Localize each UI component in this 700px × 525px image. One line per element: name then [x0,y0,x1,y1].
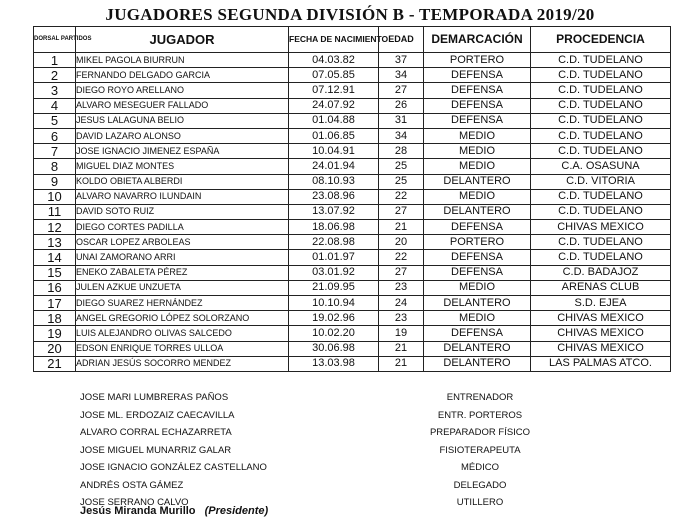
staff-role: FISIOTERAPEUTA [439,444,521,456]
birthdate-cell: 08.10.93 [289,174,379,189]
table-row [34,144,671,159]
club-cell: C.D. TUDELANO [531,98,671,113]
age-cell: 24 [379,296,424,311]
birthdate-cell: 19.02.96 [289,311,379,326]
staff-name: JOSE MIGUEL MUNARRIZ GALAR [80,444,232,456]
age-cell: 21 [379,356,424,371]
birthdate-cell: 01.04.88 [289,113,379,128]
player-name-cell: ALVARO NAVARRO ILUNDAIN [76,189,289,204]
table-row [34,250,671,265]
player-name-cell: UNAI ZAMORANO ARRI [76,250,289,265]
header-demarcacion: DEMARCACIÓN [424,27,531,53]
position-cell: DEFENSA [424,113,531,128]
position-cell: DEFENSA [424,265,531,280]
club-cell: C.D. TUDELANO [531,83,671,98]
dorsal-cell: 20 [34,341,76,356]
staff-name: JOSE IGNACIO GONZÁLEZ CASTELLANO [80,462,267,473]
position-cell: DEFENSA [424,220,531,235]
position-cell: DELANTERO [424,341,531,356]
table-row [34,326,671,341]
staff-list [80,389,620,512]
player-name-cell: ADRIAN JESÚS SOCORRO MENDEZ [76,356,289,371]
birthdate-cell: 07.05.85 [289,68,379,83]
club-cell: CHIVAS MEXICO [531,311,671,326]
header-procedencia: PROCEDENCIA [531,27,671,53]
birthdate-cell: 30.06.98 [289,341,379,356]
header-dorsal: DORSAL PARTIDOS [34,27,76,53]
dorsal-cell: 1 [34,53,76,68]
player-name-cell: DIEGO ROYO ARELLANO [76,83,289,98]
staff-role: MÉDICO [461,462,499,473]
player-name-cell: ANGEL GREGORIO LÓPEZ SOLORZANO [76,311,289,326]
age-cell: 22 [379,189,424,204]
staff-name: JOSE SERRANO CALVO [80,497,189,508]
dorsal-cell: 4 [34,98,76,113]
dorsal-cell: 12 [34,220,76,235]
player-name-cell: JULEN AZKUE UNZUETA [76,280,289,295]
table-row [34,311,671,326]
dorsal-cell: 2 [34,68,76,83]
player-name-cell: EDSON ENRIQUE TORRES ULLOA [76,341,289,356]
table-row [34,235,671,250]
staff-name: ANDRÉS OSTA GÁMEZ [80,479,184,491]
age-cell: 27 [379,204,424,219]
age-cell: 21 [379,341,424,356]
dorsal-cell: 7 [34,144,76,159]
birthdate-cell: 10.10.94 [289,296,379,311]
birthdate-cell: 10.02.20 [289,326,379,341]
dorsal-cell: 10 [34,189,76,204]
position-cell: DELANTERO [424,296,531,311]
president-role: (Presidente) [204,505,269,517]
age-cell: 22 [379,250,424,265]
club-cell: CHIVAS MEXICO [531,326,671,341]
age-cell: 23 [379,280,424,295]
table-row [34,113,671,128]
staff-role: UTILLERO [456,497,504,508]
dorsal-cell: 13 [34,235,76,250]
age-cell: 25 [379,159,424,174]
staff-row [80,477,620,495]
birthdate-cell: 04.03.82 [289,53,379,68]
dorsal-cell: 9 [34,174,76,189]
table-row [34,98,671,113]
staff-row [80,407,620,425]
table-row [34,68,671,83]
age-cell: 26 [379,98,424,113]
table-row [34,159,671,174]
header-fecha: FECHA DE NACIMIENTO [289,27,379,53]
club-cell: C.D. TUDELANO [531,189,671,204]
age-cell: 28 [379,144,424,159]
dorsal-cell: 3 [34,83,76,98]
birthdate-cell: 21.09.95 [289,280,379,295]
birthdate-cell: 22.08.98 [289,235,379,250]
table-row [34,53,671,68]
dorsal-cell: 14 [34,250,76,265]
position-cell: DEFENSA [424,68,531,83]
club-cell: C.D. BADAJOZ [531,265,671,280]
position-cell: DEFENSA [424,326,531,341]
president-name: Jesús Miranda Murillo [80,505,196,517]
player-name-cell: DAVID LAZARO ALONSO [76,128,289,143]
dorsal-cell: 17 [34,296,76,311]
position-cell: MEDIO [424,280,531,295]
position-cell: PORTERO [424,235,531,250]
position-cell: DELANTERO [424,174,531,189]
dorsal-cell: 19 [34,326,76,341]
table-row [34,128,671,143]
staff-row [80,424,620,442]
position-cell: MEDIO [424,311,531,326]
age-cell: 37 [379,53,424,68]
table-row [34,83,671,98]
position-cell: DELANTERO [424,204,531,219]
table-row [34,220,671,235]
staff-name: ALVARO CORRAL ECHAZARRETA [80,427,232,438]
age-cell: 31 [379,113,424,128]
dorsal-cell: 5 [34,113,76,128]
position-cell: DEFENSA [424,98,531,113]
player-name-cell: MIGUEL DIAZ MONTES [76,159,289,174]
header-edad: EDAD [379,27,424,53]
player-name-cell: MIKEL PAGOLA BIURRUN [76,53,289,68]
staff-row [80,459,620,477]
staff-role: DELEGADO [453,479,507,491]
player-name-cell: DIEGO SUAREZ HERNÁNDEZ [76,296,289,311]
position-cell: DELANTERO [424,356,531,371]
birthdate-cell: 01.06.85 [289,128,379,143]
club-cell: C.D. TUDELANO [531,113,671,128]
birthdate-cell: 24.01.94 [289,159,379,174]
staff-name: JOSE ML. ERDOZAIZ CAECAVILLA [80,409,235,421]
birthdate-cell: 10.04.91 [289,144,379,159]
staff-row [80,389,620,407]
player-name-cell: DIEGO CORTES PADILLA [76,220,289,235]
player-name-cell: OSCAR LOPEZ ARBOLEAS [76,235,289,250]
player-name-cell: LUIS ALEJANDRO OLIVAS SALCEDO [76,326,289,341]
player-name-cell: ALVARO MESEGUER FALLADO [76,98,289,113]
player-name-cell: FERNANDO DELGADO GARCIA [76,68,289,83]
club-cell: CHIVAS MEXICO [531,220,671,235]
dorsal-cell: 11 [34,204,76,219]
staff-row [80,442,620,460]
age-cell: 27 [379,83,424,98]
club-cell: C.D. VITORIA [531,174,671,189]
staff-role: ENTR. PORTEROS [437,409,523,421]
position-cell: DEFENSA [424,83,531,98]
dorsal-cell: 21 [34,356,76,371]
birthdate-cell: 01.01.97 [289,250,379,265]
dorsal-cell: 15 [34,265,76,280]
birthdate-cell: 13.07.92 [289,204,379,219]
club-cell: C.A. OSASUNA [531,159,671,174]
club-cell: C.D. TUDELANO [531,68,671,83]
club-cell: S.D. EJEA [531,296,671,311]
club-cell: C.D. TUDELANO [531,250,671,265]
header-jugador: JUGADOR [76,27,289,53]
document-title: JUGADORES SEGUNDA DIVISIÓN B - TEMPORADA 2019/20 [105,5,595,24]
player-name-cell: ENEKO ZABALETA PÉREZ [76,265,289,280]
position-cell: MEDIO [424,128,531,143]
staff-role: PREPARADOR FÍSICO [429,427,531,438]
club-cell: C.D. TUDELANO [531,235,671,250]
club-cell: C.D. TUDELANO [531,53,671,68]
club-cell: C.D. TUDELANO [531,204,671,219]
table-row [34,189,671,204]
birthdate-cell: 23.08.96 [289,189,379,204]
age-cell: 23 [379,311,424,326]
birthdate-cell: 18.06.98 [289,220,379,235]
club-cell: C.D. TUDELANO [531,144,671,159]
table-row [34,204,671,219]
dorsal-cell: 16 [34,280,76,295]
position-cell: DEFENSA [424,250,531,265]
dorsal-cell: 8 [34,159,76,174]
birthdate-cell: 07.12.91 [289,83,379,98]
age-cell: 21 [379,220,424,235]
age-cell: 27 [379,265,424,280]
player-name-cell: JESUS LALAGUNA BELIO [76,113,289,128]
table-row [34,280,671,295]
birthdate-cell: 24.07.92 [289,98,379,113]
table-row [34,296,671,311]
age-cell: 25 [379,174,424,189]
player-name-cell: KOLDO OBIETA ALBERDI [76,174,289,189]
staff-name: JOSE MARI LUMBRERAS PAÑOS [80,392,229,403]
player-name-cell: DAVID SOTO RUIZ [76,204,289,219]
age-cell: 20 [379,235,424,250]
table-row [34,341,671,356]
table-row [34,174,671,189]
players-table [33,26,671,372]
club-cell: CHIVAS MEXICO [531,341,671,356]
staff-role: ENTRENADOR [446,392,514,403]
position-cell: MEDIO [424,144,531,159]
birthdate-cell: 13.03.98 [289,356,379,371]
club-cell: ARENAS CLUB [531,280,671,295]
age-cell: 19 [379,326,424,341]
table-header-row [34,27,671,53]
position-cell: PORTERO [424,53,531,68]
player-name-cell: JOSE IGNACIO JIMENEZ ESPAÑA [76,144,289,159]
president-line [80,505,268,517]
age-cell: 34 [379,68,424,83]
club-cell: LAS PALMAS ATCO. [531,356,671,371]
age-cell: 34 [379,128,424,143]
table-row [34,356,671,371]
table-row [34,265,671,280]
position-cell: MEDIO [424,159,531,174]
dorsal-cell: 18 [34,311,76,326]
birthdate-cell: 03.01.92 [289,265,379,280]
position-cell: MEDIO [424,189,531,204]
dorsal-cell: 6 [34,128,76,143]
club-cell: C.D. TUDELANO [531,128,671,143]
